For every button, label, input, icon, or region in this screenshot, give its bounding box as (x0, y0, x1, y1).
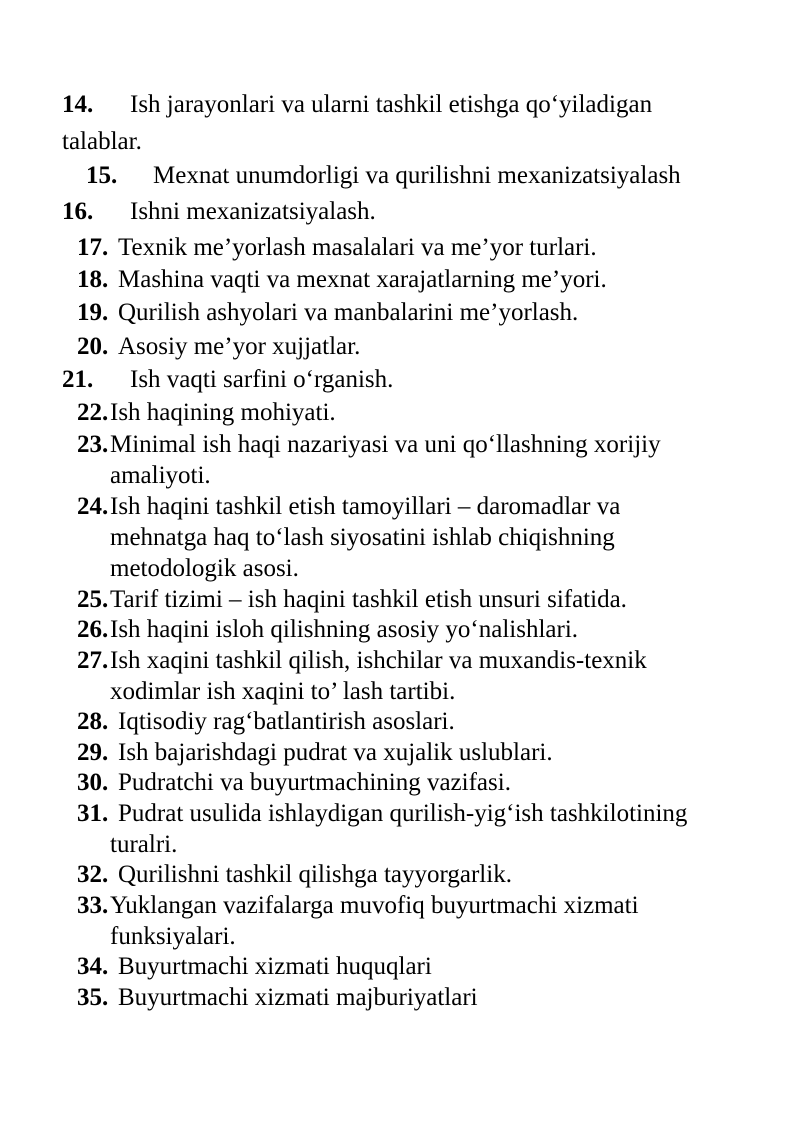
item-text: Qurilishni tashkil qilishga tayyorgarlik. (118, 861, 512, 888)
item-text: Asosiy me’yor xujjatlar. (118, 333, 361, 360)
item-number: 21. (62, 366, 94, 393)
item-text: Buyurtmachi xizmati huquqlari (118, 953, 432, 980)
item-text-continued: amaliyoti. (110, 462, 211, 489)
item-number: 32. (77, 861, 109, 888)
item-text-continued: talablar. (62, 128, 142, 155)
item-text-continued: xodimlar ish xaqini to’ lash tartibi. (110, 678, 456, 705)
item-text: Yuklangan vazifalarga muvofiq buyurtmachi xizmati (110, 892, 639, 919)
item-number: 25. (77, 586, 109, 613)
item-text: Minimal ish haqi nazariyasi va uni qo‘llashning xorijiy (110, 431, 661, 458)
item-text: Iqtisodiy rag‘batlantirish asoslari. (118, 708, 455, 735)
item-number: 26. (77, 616, 109, 643)
item-text: Ishni mexanizatsiyalash. (130, 198, 376, 225)
item-number: 35. (77, 984, 109, 1011)
item-text: Ish xaqini tashkil qilish, ishchilar va muxandis-texnik (110, 647, 647, 674)
item-number: 24. (77, 493, 109, 520)
item-text: Ish jarayonlari va ularni tashkil etishga qo‘yiladigan (130, 91, 653, 118)
item-text: Mexnat unumdorligi va qurilishni mexanizatsiyalash (153, 162, 681, 189)
item-text: Pudrat usulida ishlaydigan qurilish-yig‘ish tashkilotining (118, 800, 688, 827)
item-number: 18. (77, 266, 109, 293)
item-number: 19. (77, 299, 109, 326)
item-number: 33. (77, 892, 109, 919)
item-text: Tarif tizimi – ish haqini tashkil etish unsuri sifatida. (110, 586, 627, 613)
item-number: 29. (77, 739, 109, 766)
item-number: 28. (77, 708, 109, 735)
item-number: 27. (77, 647, 109, 674)
item-text: Qurilish ashyolari va manbalarini me’yorlash. (118, 299, 579, 326)
item-text: Pudratchi va buyurtmachining vazifasi. (118, 769, 511, 796)
item-number: 15. (86, 162, 118, 189)
item-text: Ish haqining mohiyati. (110, 399, 336, 426)
item-text: Texnik me’yorlash masalalari va me’yor turlari. (118, 234, 597, 261)
item-number: 23. (77, 431, 109, 458)
item-number: 22. (77, 399, 109, 426)
item-number: 20. (77, 333, 109, 360)
item-text: Ish vaqti sarfini o‘rganish. (130, 366, 394, 393)
item-number: 34. (77, 953, 109, 980)
item-number: 14. (62, 91, 94, 118)
item-text: Mashina vaqti va mexnat xarajatlarning me’yori. (118, 266, 607, 293)
item-number: 17. (77, 234, 109, 261)
item-text: Ish haqini tashkil etish tamoyillari – daromadlar va (110, 493, 621, 520)
item-text: Buyurtmachi xizmati majburiyatlari (118, 984, 478, 1011)
item-number: 31. (77, 800, 109, 827)
item-text-continued: turalri. (110, 831, 178, 858)
item-text-continued: metodologik asosi. (110, 555, 299, 582)
item-number: 30. (77, 769, 109, 796)
item-text: Ish haqini isloh qilishning asosiy yo‘nalishlari. (110, 616, 579, 643)
item-number: 16. (62, 198, 94, 225)
item-text-continued: funksiyalari. (110, 923, 236, 950)
item-text-continued: mehnatga haq to‘lash siyosatini ishlab chiqishning (110, 524, 615, 551)
item-text: Ish bajarishdagi pudrat va xujalik uslublari. (118, 739, 553, 766)
